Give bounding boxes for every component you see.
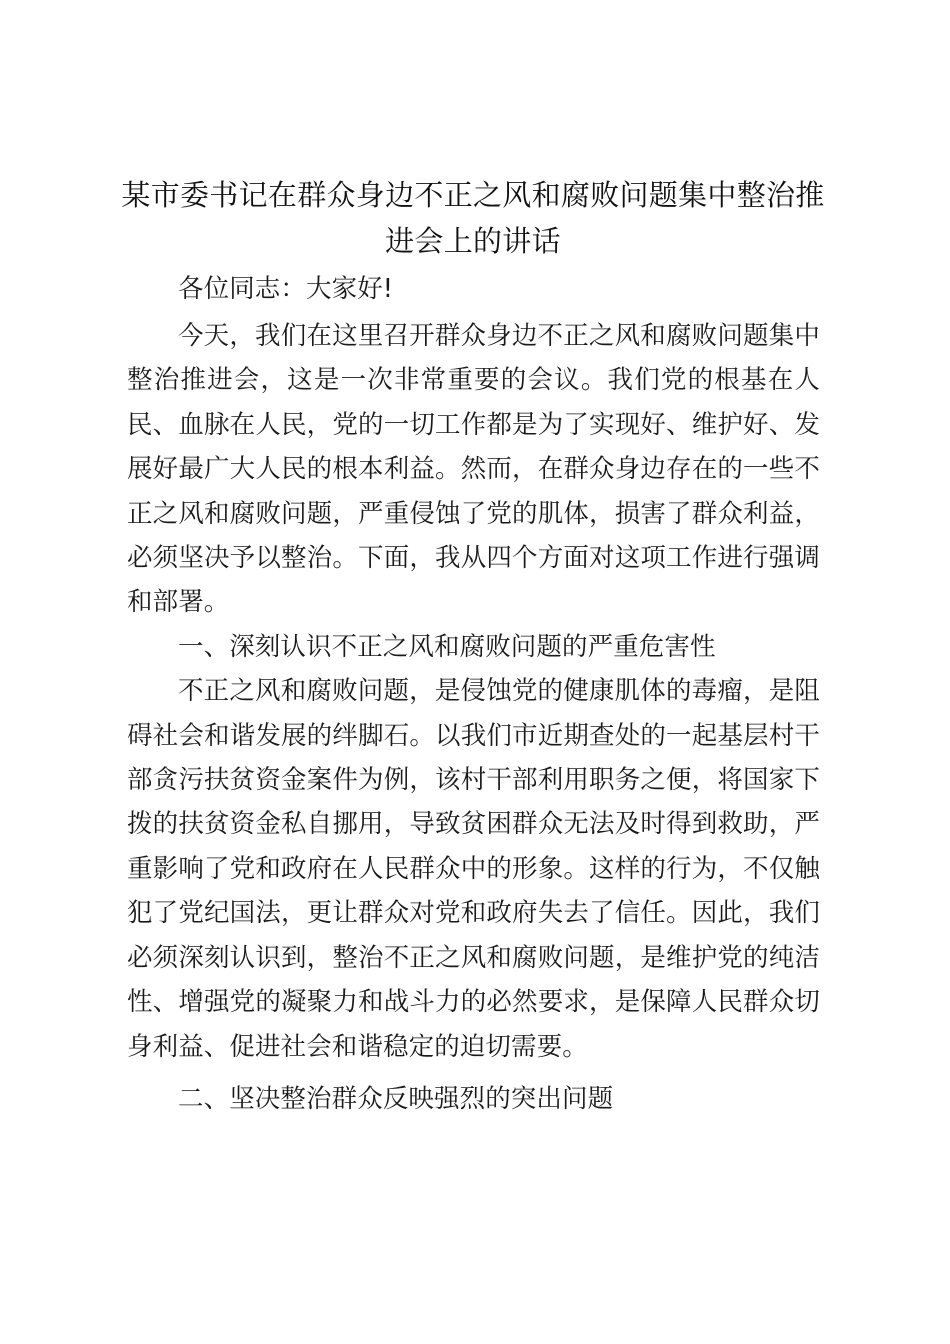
section-heading-one: 一、深刻认识不正之风和腐败问题的严重危害性 (178, 631, 716, 662)
document-title: 某市委书记在群众身边不正之风和腐败问题集中整治推进会上的讲话 (121, 178, 825, 258)
paragraph-section-one: 不正之风和腐败问题，是侵蚀党的健康肌体的毒瘤，是阻碍社会和谐发展的绊脚石。以我们市近期查处的一起基层村干部贪污扶贫资金案件为例，该村干部利用职务之便，将国家下拨的扶贫资金私自挪用，导致贫困群众无法及时得到救助，严重影响了党和政府在人民群众中的形象。这样的行为，不仅触犯了党纪国法，更让群众对党和政府失去了信任。因此，我们必须深刻认识到，整治不正之风和腐败问题，是维护党的纯洁性、增强党的凝聚力和战斗力的必然要求，是保障人民群众切身利益、促进社会和谐稳定的迫切需要。 (127, 676, 820, 1062)
paragraph-opening: 今天，我们在这里召开群众身边不正之风和腐败问题集中整治推进会，这是一次非常重要的会议。我们党的根基在人民、血脉在人民，党的一切工作都是为了实现好、维护好、发展好最广大人民的根本利益。然而，在群众身边存在的一些不正之风和腐败问题，严重侵蚀了党的肌体，损害了群众利益，必须坚决予以整治。下面，我从四个方面对这项工作进行强调和部署。 (127, 321, 820, 618)
document-body (121, 172, 825, 1121)
section-heading-two: 二、坚决整治群众反映强烈的突出问题 (178, 1083, 614, 1114)
greeting: 各位同志：大家好! (178, 274, 394, 304)
